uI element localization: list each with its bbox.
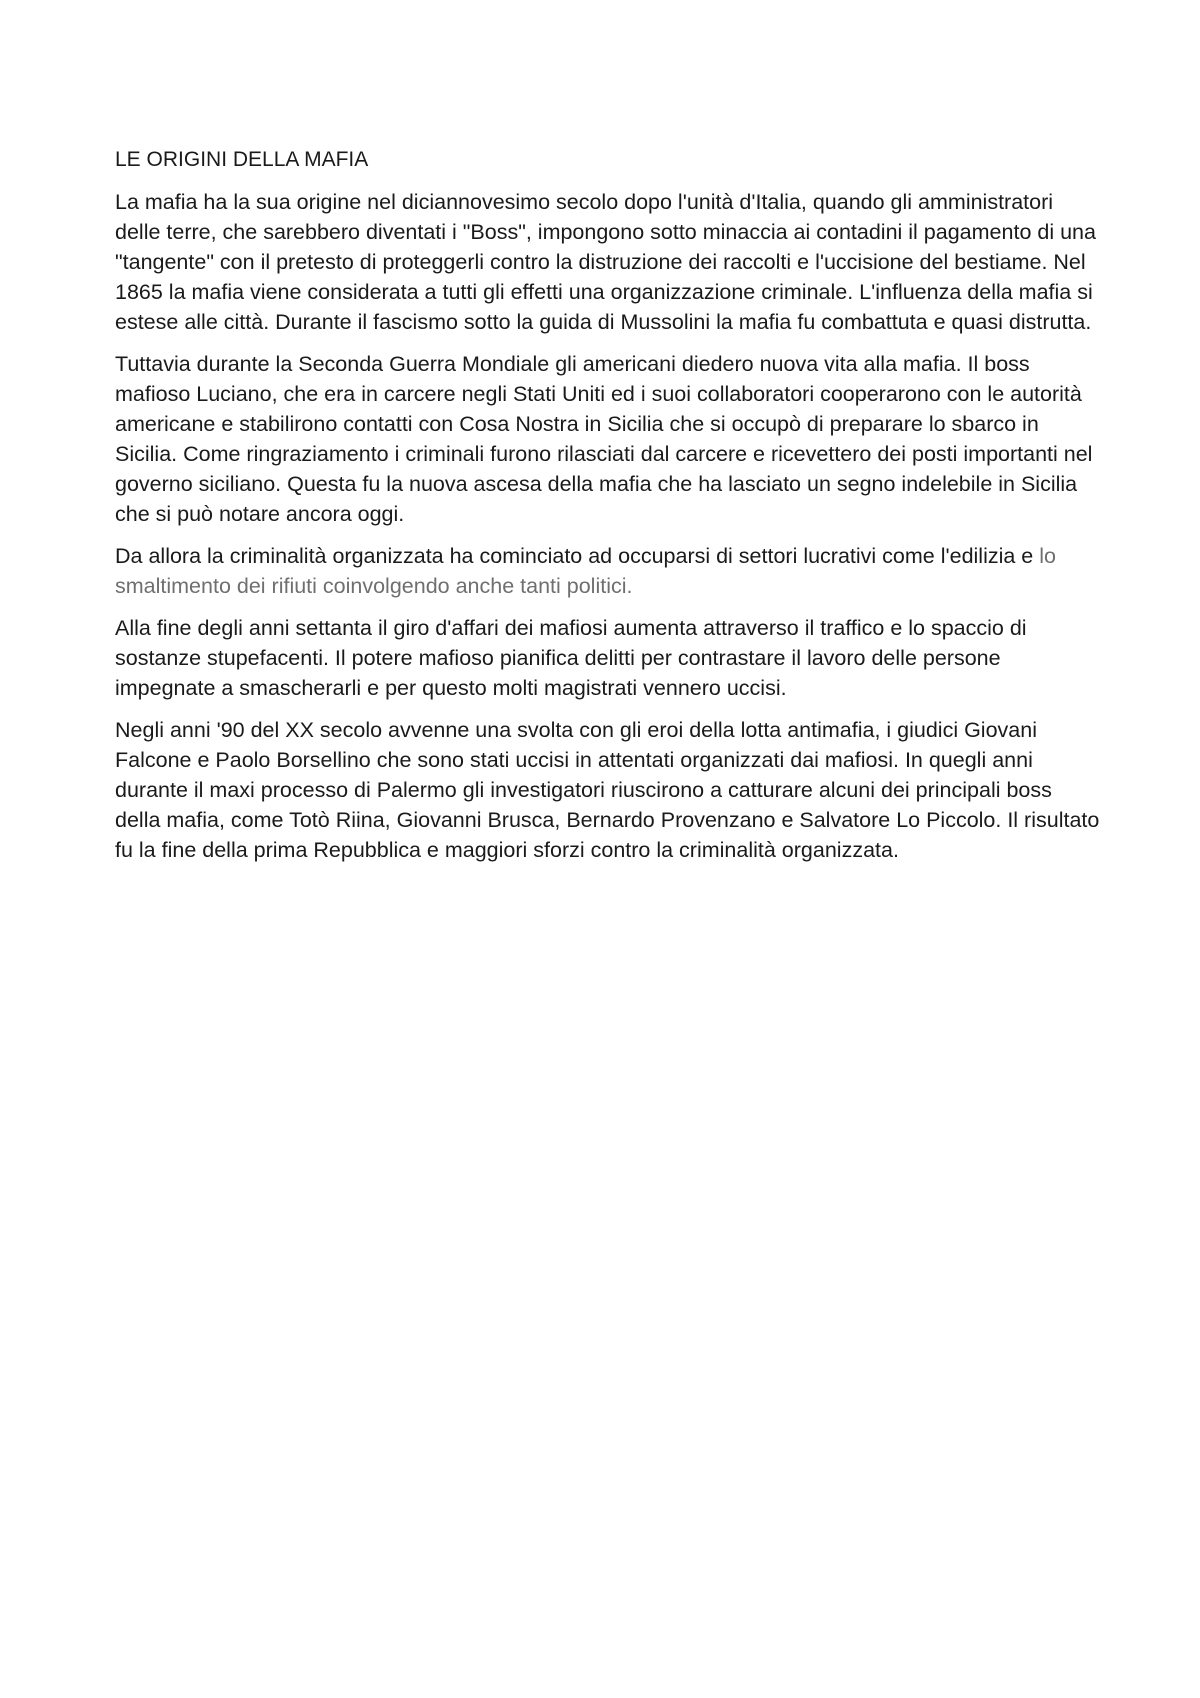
document-title: LE ORIGINI DELLA MAFIA: [115, 148, 369, 171]
paragraph-origins: La mafia ha la sua origine nel diciannovesimo secolo dopo l'unità d'Italia, quando gli amministratori delle terre, che sarebbero diventati i "Boss", impongono sotto minaccia ai contadini il pagamento di una "tangente" con il pretesto di proteggerli contro la distruzione dei raccolti e l'uccisione del bestiame. Nel 1865 la mafia viene considerata a tutti gli effetti una organizzazione criminale. L'influenza della mafia si estese alle città. Durante il fascismo sotto la guida di Mussolini la mafia fu combattuta e quasi distrutta.: [115, 190, 1096, 334]
paragraph-organized-crime-text: Da allora la criminalità organizzata ha cominciato ad occuparsi di settori lucrativi come l'edilizia e: [115, 544, 1040, 568]
paragraph-seventies: Alla fine degli anni settanta il giro d'affari dei mafiosi aumenta attraverso il traffico e lo spaccio di sostanze stupefacenti. Il potere mafioso pianifica delitti per contrastare il lavoro delle persone impegnate a smascherarli e per questo molti magistrati vennero uccisi.: [115, 616, 1027, 700]
paragraph-organized-crime-sectors: [115, 541, 1100, 601]
paragraph-organized-crime-muted-text: lo smaltimento dei rifiuti coinvolgendo anche tanti politici.: [115, 544, 1056, 598]
paragraph-nineties: Negli anni '90 del XX secolo avvenne una svolta con gli eroi della lotta antimafia, i giudici Giovani Falcone e Paolo Borsellino che sono stati uccisi in attentati organizzati dai mafiosi. In quegli anni durante il maxi processo di Palermo gli investigatori riuscirono a catturare alcuni dei principali boss della mafia, come Totò Riina, Giovanni Brusca, Bernardo Provenzano e Salvatore Lo Piccolo. Il risultato fu la fine della prima Repubblica e maggiori sforzi contro la criminalità organizzata.: [115, 718, 1100, 862]
paragraph-second-world-war: Tuttavia durante la Seconda Guerra Mondiale gli americani diedero nuova vita alla mafia. Il boss mafioso Luciano, che era in carcere negli Stati Uniti ed i suoi collaboratori cooperarono con le autorità americane e stabilirono contatti con Cosa Nostra in Sicilia che si occupò di preparare lo sbarco in Sicilia. Come ringraziamento i criminali furono rilasciati dal carcere e ricevettero dei posti importanti nel governo siciliano. Questa fu la nuova ascesa della mafia che ha lasciato un segno indelebile in Sicilia che si può notare ancora oggi.: [115, 352, 1093, 526]
document-body: [115, 145, 1100, 877]
